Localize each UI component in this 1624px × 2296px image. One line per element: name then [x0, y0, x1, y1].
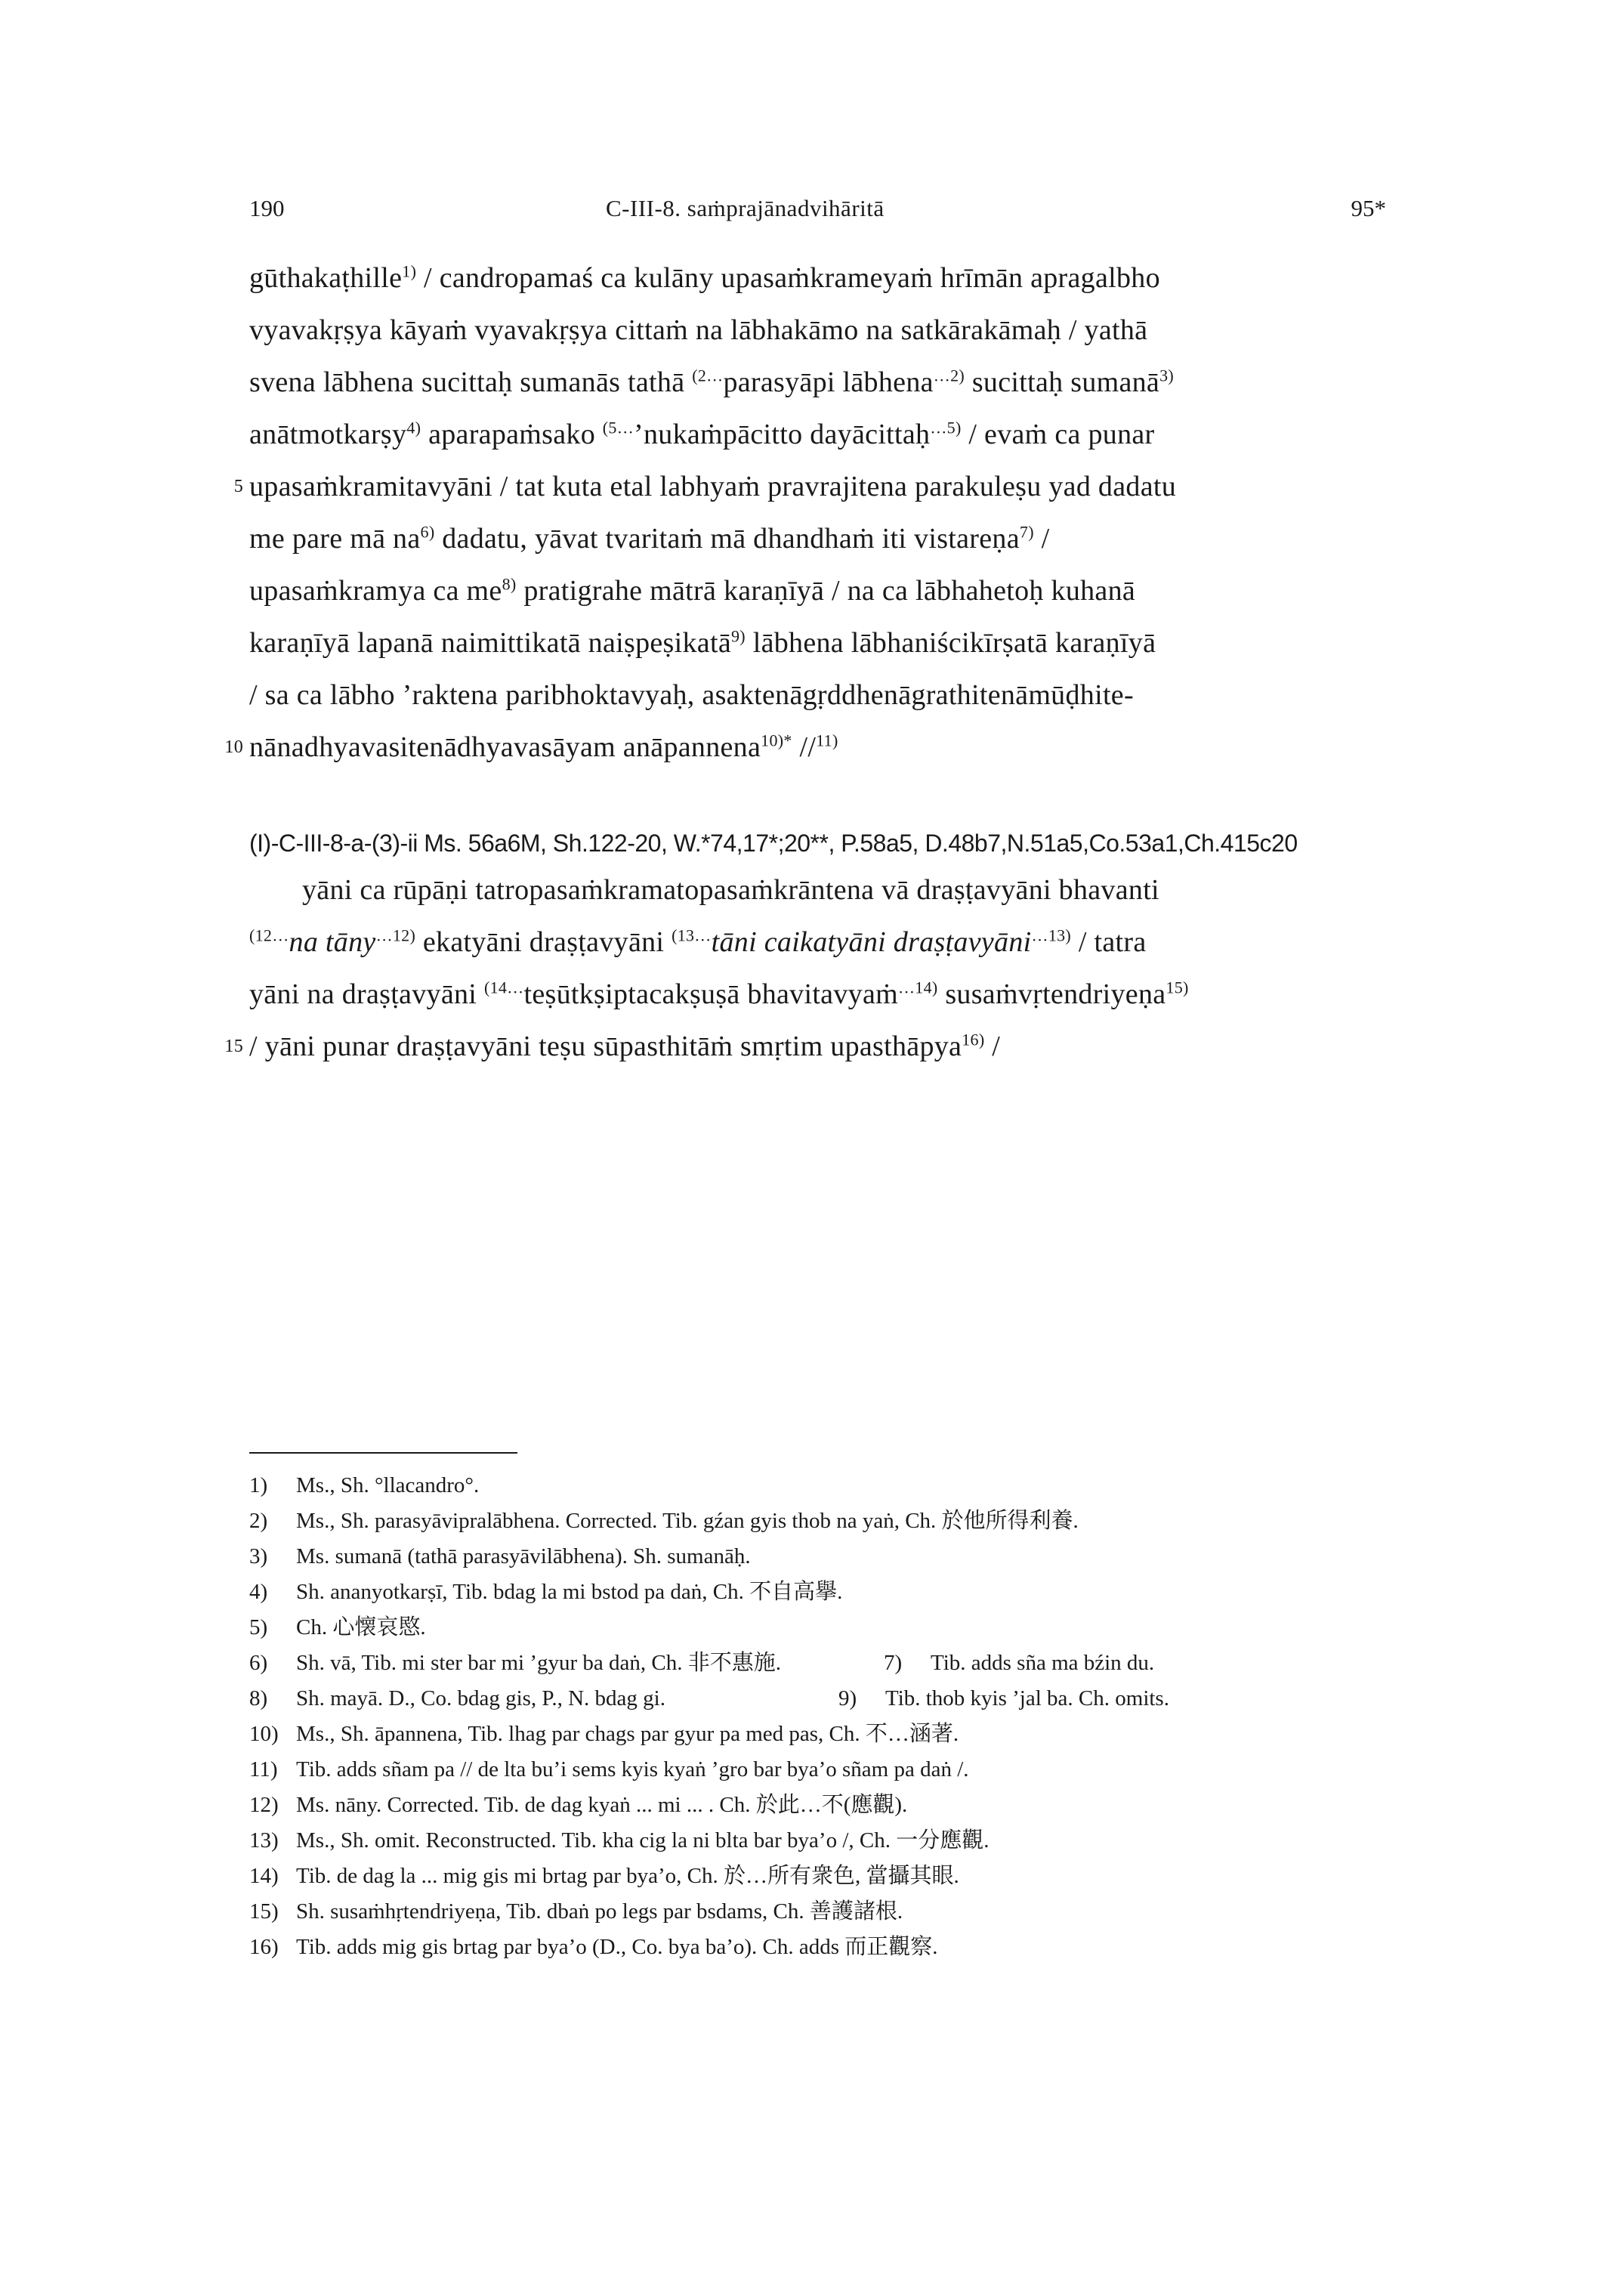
text-line: upasaṁkramya ca me$^{8)}$ pratigrahe mātrā karaṇīyā / na ca lābhahetoḥ kuhanā [249, 574, 1136, 607]
footnote: 4) Sh. ananyotkarṣī, Tib. bdag la mi bstod pa daṅ, Ch. 不自高擧. [249, 1580, 843, 1604]
footnote-rule [249, 1452, 517, 1454]
text-line: $^{(12\dots}$na tāny$^{\dots 12)}$ ekatyāni draṣṭavyāni $^{(13\dots}$tāni caikatyāni draṣṭavyāni$^{\dots 13)}$ / tatra [249, 926, 1147, 958]
footnote-mark: (12… [249, 926, 289, 945]
running-header [249, 195, 1386, 225]
text-line: svena lābhena sucittaḥ sumanās tathā $^{(2\dots}$parasyāpi lābhena$^{\dots 2)}$ sucittaḥ sumanā$^{3)}$ [249, 366, 1175, 398]
footnote-mark: …13) [1031, 926, 1072, 945]
footnote: 13) Ms., Sh. omit. Reconstructed. Tib. kha cig la ni blta bar bya’o /, Ch. 一分應觀. [249, 1828, 990, 1853]
text-line: 15 / yāni punar draṣṭavyāni teṣu sūpasthitāṁ smṛtim upasthāpya$^{16)}$ / [249, 1024, 1000, 1069]
footnote: 5) Ch. 心懐哀愍. [249, 1615, 426, 1639]
footnote-mark: 9) [730, 626, 746, 646]
footnote: 14) Tib. de dag la ... mig gis mi brtag par bya’o, Ch. 於…所有衆色, 當攝其眼. [249, 1864, 959, 1888]
text-line: vyavakṛṣya kāyaṁ vyavakṛṣya cittaṁ na lābhakāmo na satkārakāmaḥ / yathā [249, 314, 1148, 346]
footnote: 15) Sh. susaṁhṛtendriyeṇa, Tib. dbaṅ po legs par bsdams, Ch. 善護諸根. [249, 1899, 903, 1924]
text-line: yāni na draṣṭavyāni $^{(14\dots}$teṣūtkṣiptacakṣuṣā bhavitavyaṁ$^{\dots 14)}$ susaṁvṛtendriyeṇa$^{15)}$ [249, 978, 1189, 1010]
footnote: 3) Ms. sumanā (tathā parasyāvilābhena). Sh. sumanāḥ. [249, 1544, 751, 1568]
footnote: 6) Sh. vā, Tib. mi ster bar mi ’gyur ba daṅ, Ch. 非不惠施. 7) Tib. adds sña ma bźin du. [249, 1651, 1155, 1675]
text-line: yāni ca rūpāṇi tatropasaṁkramatopasaṁkrāntena vā draṣṭavyāni bhavanti [302, 874, 1159, 906]
text-line: 5 upasaṁkramitavyāni / tat kuta etal labhyaṁ pravrajitena parakuleṣu yad dadatu [249, 464, 1176, 509]
footnote: 8) Sh. mayā. D., Co. bdag gis, P., N. bdag gi. 9) Tib. thob kyis ’jal ba. Ch. omits. [249, 1686, 1169, 1710]
text-line: 10 nānadhyavasitenādhyavasāyam anāpannena$^{10)*}$ //$^{11)}$ [249, 725, 838, 770]
text-line: anātmotkarṣy$^{4)}$ aparapaṁsako $^{(5\dots}$’nukaṁpācitto dayācittaḥ$^{\dots 5)}$ / evaṁ ca punar [249, 418, 1155, 450]
footnote-mark: (13… [672, 926, 712, 945]
footnote-mark: 10)* [761, 731, 792, 750]
footnote-mark: (14… [483, 978, 524, 997]
line-number: 5 [233, 477, 243, 496]
line-number: 10 [224, 737, 243, 757]
footnote-mark: …2) [933, 366, 965, 385]
footnote-mark: 4) [406, 418, 421, 437]
footnote: 1) Ms., Sh. °llacandro°. [249, 1473, 480, 1497]
folio-number: 95* [1351, 195, 1386, 221]
line-number: 15 [224, 1037, 243, 1056]
footnote-mark: 3) [1159, 366, 1175, 385]
footnote-mark: …5) [930, 418, 962, 437]
footnote-mark: (5… [602, 418, 634, 437]
footnote-mark: 11) [816, 731, 838, 750]
source-reference: (I)-C-III-8-a-(3)-ii Ms. 56a6M, Sh.122-20, W.*74,17*;20**, P.58a5, D.48b7,N.51a5,Co.53a1,Ch.415c20 [249, 830, 1298, 857]
footnote: 12) Ms. nāny. Corrected. Tib. de dag kyaṅ ... mi ... . Ch. 於此…不(應觀). [249, 1793, 908, 1817]
footnote-mark: 16) [962, 1030, 985, 1049]
footnote: 16) Tib. adds mig gis brtag par bya’o (D., Co. bya ba’o). Ch. adds 而正觀察. [249, 1935, 938, 1959]
footnote: 10) Ms., Sh. āpannena, Tib. lhag par chags par gyur pa med pas, Ch. 不…涵著. [249, 1722, 959, 1746]
footnote: 2) Ms., Sh. parasyāvipralābhena. Corrected. Tib. gźan gyis thob na yaṅ, Ch. 於他所得利養. [249, 1509, 1079, 1533]
footnote-mark: (2… [692, 366, 724, 385]
footnote-mark: 8) [502, 574, 517, 594]
footnote-mark: 1) [402, 261, 417, 281]
text-line: karaṇīyā lapanā naimittikatā naiṣpeṣikatā$^{9)}$ lābhena lābhaniścikīrṣatā karaṇīyā [249, 626, 1156, 659]
text-line: / sa ca lābho ’raktena paribhoktavyaḥ, asaktenāgṛddhenāgrathitenāmūḍhite- [249, 679, 1134, 711]
footnote-mark: …12) [375, 926, 416, 945]
text-line: me pare mā na$^{6)}$ dadatu, yāvat tvaritaṁ mā dhandhaṁ iti vistareṇa$^{7)}$ / [249, 522, 1050, 555]
text-line: gūthakaṭhille$^{1)}$ / candropamaś ca kulāny upasaṁkrameyaṁ hrīmān apragalbho [249, 261, 1160, 294]
footnote: 11) Tib. adds sñam pa // de lta bu’i sems kyis kyaṅ ’gro bar bya’o sñam pa daṅ /. [249, 1757, 969, 1781]
page-number: 190 [249, 195, 285, 221]
running-title: C-III-8. saṁprajānadvihāritā [606, 195, 885, 221]
footnote-mark: 7) [1019, 522, 1034, 542]
footnote-mark: 6) [420, 522, 435, 542]
footnote-mark: …14) [897, 978, 938, 997]
footnote-mark: 15) [1166, 978, 1189, 997]
